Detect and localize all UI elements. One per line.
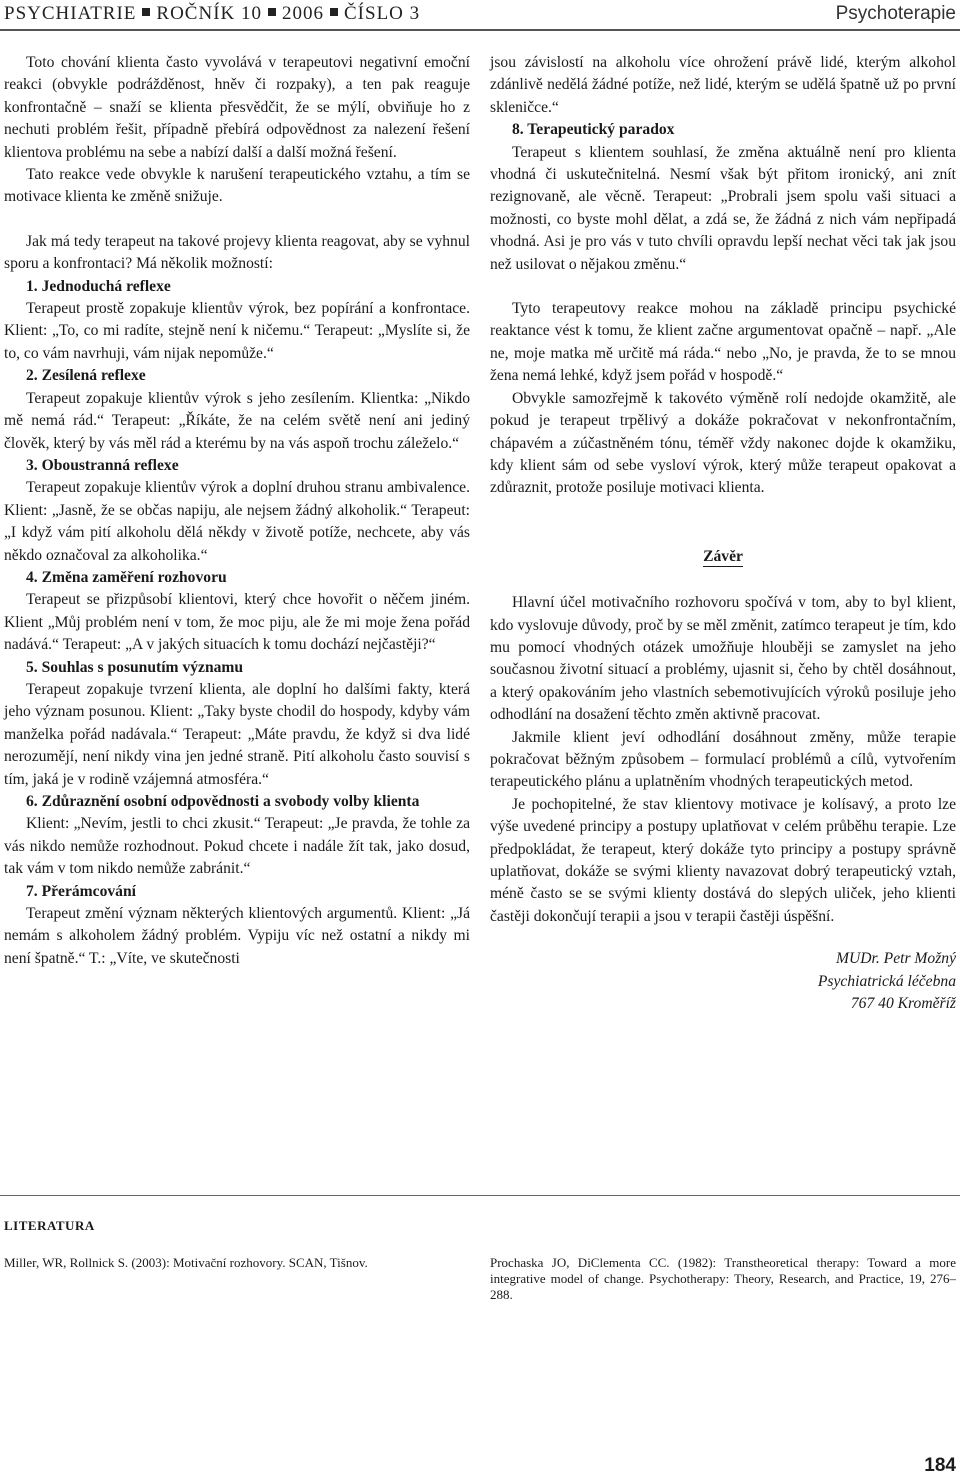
subheading: 1. Jednoduchá reflexe <box>26 277 171 295</box>
paragraph: Klient: „Nevím, jestli to chci zkusit.“ Terapeut: „Je pravda, že tohle za vás nikdo nemůže rozhodnout. Pokud chcete i nadále žít tak, jako dosud, tak vám v tom nikdo nemůže zabránit.“ <box>4 815 470 878</box>
paragraph: Jak má tedy terapeut na takové projevy klienta reagovat, aby se vyhnul sporu a konfrontaci? Má několik možností: <box>4 232 470 273</box>
subheading: 2. Zesílená reflexe <box>26 367 146 385</box>
literature-heading: LITERATURA <box>4 1218 95 1233</box>
paragraph: Terapeut zopakuje klientův výrok s jeho zesílením. Klientka: „Nikdo mě nemá rád.“ Terapeut: „Říkáte, že na celém světě není ani jediný člověk, který by vás měl rád a kterému by na vás aspoň trochu záleželo.“ <box>4 389 470 452</box>
paragraph: Tyto terapeutovy reakce mohou na základě principu psychické reaktance vést k tomu, že klient začne argumentovat opačně – např. „Ale ne, moje matka mě určitě má ráda.“ nebo „No, je pravda, že to se mnou žena nemá lehké, když jsem pořád v hospodě.“ <box>490 300 956 385</box>
author-institution: Psychiatrická léčebna <box>817 972 956 990</box>
journal-name: PSYCHIATRIE <box>4 3 137 24</box>
conclusion-heading: Závěr <box>703 547 743 565</box>
paragraph: Terapeut se přizpůsobí klientovi, který chce hovořit o něčem jiném. Klient „Můj problém není v tom, že moc piju, ale že mi moje žena pořád nadává.“ Terapeut: „A v jakých situacích k tomu dochází nejčastěji?“ <box>4 591 470 654</box>
author-address: 767 40 Kroměříž <box>850 995 956 1013</box>
author-signature <box>490 948 956 1015</box>
section-name: Psychoterapie <box>835 3 956 24</box>
paragraph: Toto chování klienta často vyvolává v terapeutovi negativní emoční reakci (obvykle podrážděnost, hněv či rozpaky), a ten pak reaguje konfrontačně – snaží se klienta přesvědčit, že se mýlí, obviňuje ho z nechuti problém řešit, případně přebírá odpovědnost za nalezení řešení klientova problému na sebe a nabízí další a další možná řešení. <box>4 54 470 161</box>
page-header <box>0 0 960 30</box>
paragraph: Tato reakce vede obvykle k narušení terapeutického vztahu, a tím se motivace klienta ke změně snižuje. <box>4 166 470 206</box>
subheading: 3. Oboustranná reflexe <box>26 456 179 474</box>
subheading: 4. Změna zaměření rozhovoru <box>26 568 227 586</box>
journal-info <box>4 3 420 25</box>
subheading: 7. Přerámcování <box>26 882 136 900</box>
square-separator-icon <box>330 8 338 16</box>
header-divider <box>0 29 960 31</box>
right-column <box>490 52 956 1015</box>
paragraph: Terapeut změní význam některých klientových argumentů. Klient: „Já nemám s alkoholem žádný problém. Vypiju víc než ostatní a nikdy mi není špatně.“ T.: „Víte, ve skutečnosti <box>4 905 470 967</box>
reference-item: Miller, WR, Rollnick S. (2003): Motivační rozhovory. SCAN, Tišnov. <box>4 1255 368 1270</box>
literature-divider <box>0 1195 960 1196</box>
paragraph: jsou závislostí na alkoholu více ohrožení právě lidé, kterým alkohol zdánlivě nedělá žádné potíže, než lidé, kterým se udělá špatně už po první skleničce.“ <box>490 54 956 116</box>
journal-issue: ČÍSLO 3 <box>344 3 421 24</box>
left-column <box>4 52 470 970</box>
paragraph: Hlavní účel motivačního rozhovoru spočívá v tom, aby to byl klient, kdo vyslovuje důvody, proč by se měl změnit, zatímco terapeut je tím, kdo mu pomocí vhodných otázek umožňuje hlouběji se zamyslet na jeho současnou životní situací a problémy, ujasnit si, čeho by chtěl dosáhnout, a který opakováním jeho vlastních sebemotivujících výroků posiluje jeho odhodlání na dosažení těchto změn aktivně pracovat. <box>490 594 956 724</box>
paragraph: Je pochopitelné, že stav klientovy motivace je kolísavý, a proto lze výše uvedené principy a postupy uplatňovat v celém průběhu terapie. Lze předpokládat, že terapeut, který dokáže tyto principy a postupy správně uplatňovat, dokáže se svými klienty navazovat dobrý terapeutický vztah, méně často se se svými klienty dostává do slepých uliček, jeho klienti častěji dokončují terapii a jsou v terapii častěji úspěšní. <box>490 795 956 925</box>
paragraph: Terapeut zopakuje klientův výrok a doplní druhou stranu ambivalence. Klient: „Jasně, že se občas napiju, ale nejsem žádný alkoholik.“ Terapeut: „I když vám pití alkoholu dělá někdy v životě potíže, nechcete, aby vás někdo označoval za alkoholika.“ <box>4 479 470 564</box>
journal-year: 2006 <box>282 3 324 24</box>
paragraph: Jakmile klient jeví odhodlání dosáhnout změny, může terapie pokračovat běžným způsobem – formulací problémů a cílů, vytvořením terapeutického plánu a uplatněním vhodných terapeutických metod. <box>490 728 956 791</box>
paragraph: Terapeut zopakuje tvrzení klienta, ale doplní ho dalšími fakty, která jeho význam posunou. Klient: „Taky byste chodil do hospody, kdyby vám manželka pořád nadávala.“ Terapeut: „Máte pravdu, že když si dva lidé nerozumějí, není nikdy vina jen jedné straně. Pití alkoholu často souvisí s tím, jaká je v rodině vzájemná atmosféra.“ <box>4 680 470 788</box>
author-name: MUDr. Petr Možný <box>836 950 956 968</box>
subheading: 8. Terapeutický paradox <box>512 121 675 139</box>
reference-item: Prochaska JO, DiClementa CC. (1982): Transtheoretical therapy: Toward a more integrative model of change. Psychotherapy: Theory, Research, and Practice, 19, 276–288. <box>490 1255 956 1302</box>
page-number: 184 <box>924 1455 956 1476</box>
square-separator-icon <box>268 8 276 16</box>
subheading: 6. Zdůraznění osobní odpovědnosti a svobody volby klienta <box>26 793 420 810</box>
paragraph: Obvykle samozřejmě k takovéto výměně rolí nedojde okamžitě, ale pokud je terapeut trpělivý a dokáže pokračovat v nekonfrontačním, chápavém a zúčastněném tónu, téměř vždy nakonec dojde k okamžiku, kdy klient sám od sebe vysloví výrok, který může terapeut opakovat a zdůraznit, protože posiluje motivaci klienta. <box>490 389 956 497</box>
square-separator-icon <box>142 8 150 16</box>
subheading: 5. Souhlas s posunutím významu <box>26 658 244 676</box>
paragraph: Terapeut prostě zopakuje klientův výrok, bez popírání a konfrontace. Klient: „To, co mi radíte, stejně není k ničemu.“ Terapeut: „Myslíte si, že to, co vám navrhuji, vám nijak nepomůže.“ <box>4 300 470 362</box>
paragraph: Terapeut s klientem souhlasí, že změna aktuálně není pro klienta vhodná či uskutečnitelná. Nesmí však být přitom ironický, ani znít rezignovaně, ale věcně. Terapeut: „Probrali jsem spolu vaši situaci a možnosti, co byste mohl dělat, a zdá se, že žádná z nich vám nepřipadá vhodná. Asi je pro vás v tuto chvíli opravdu lepší nechat věci tak jak jsou než usilovat o nějakou změnu.“ <box>490 143 956 273</box>
journal-volume: ROČNÍK 10 <box>156 3 262 24</box>
